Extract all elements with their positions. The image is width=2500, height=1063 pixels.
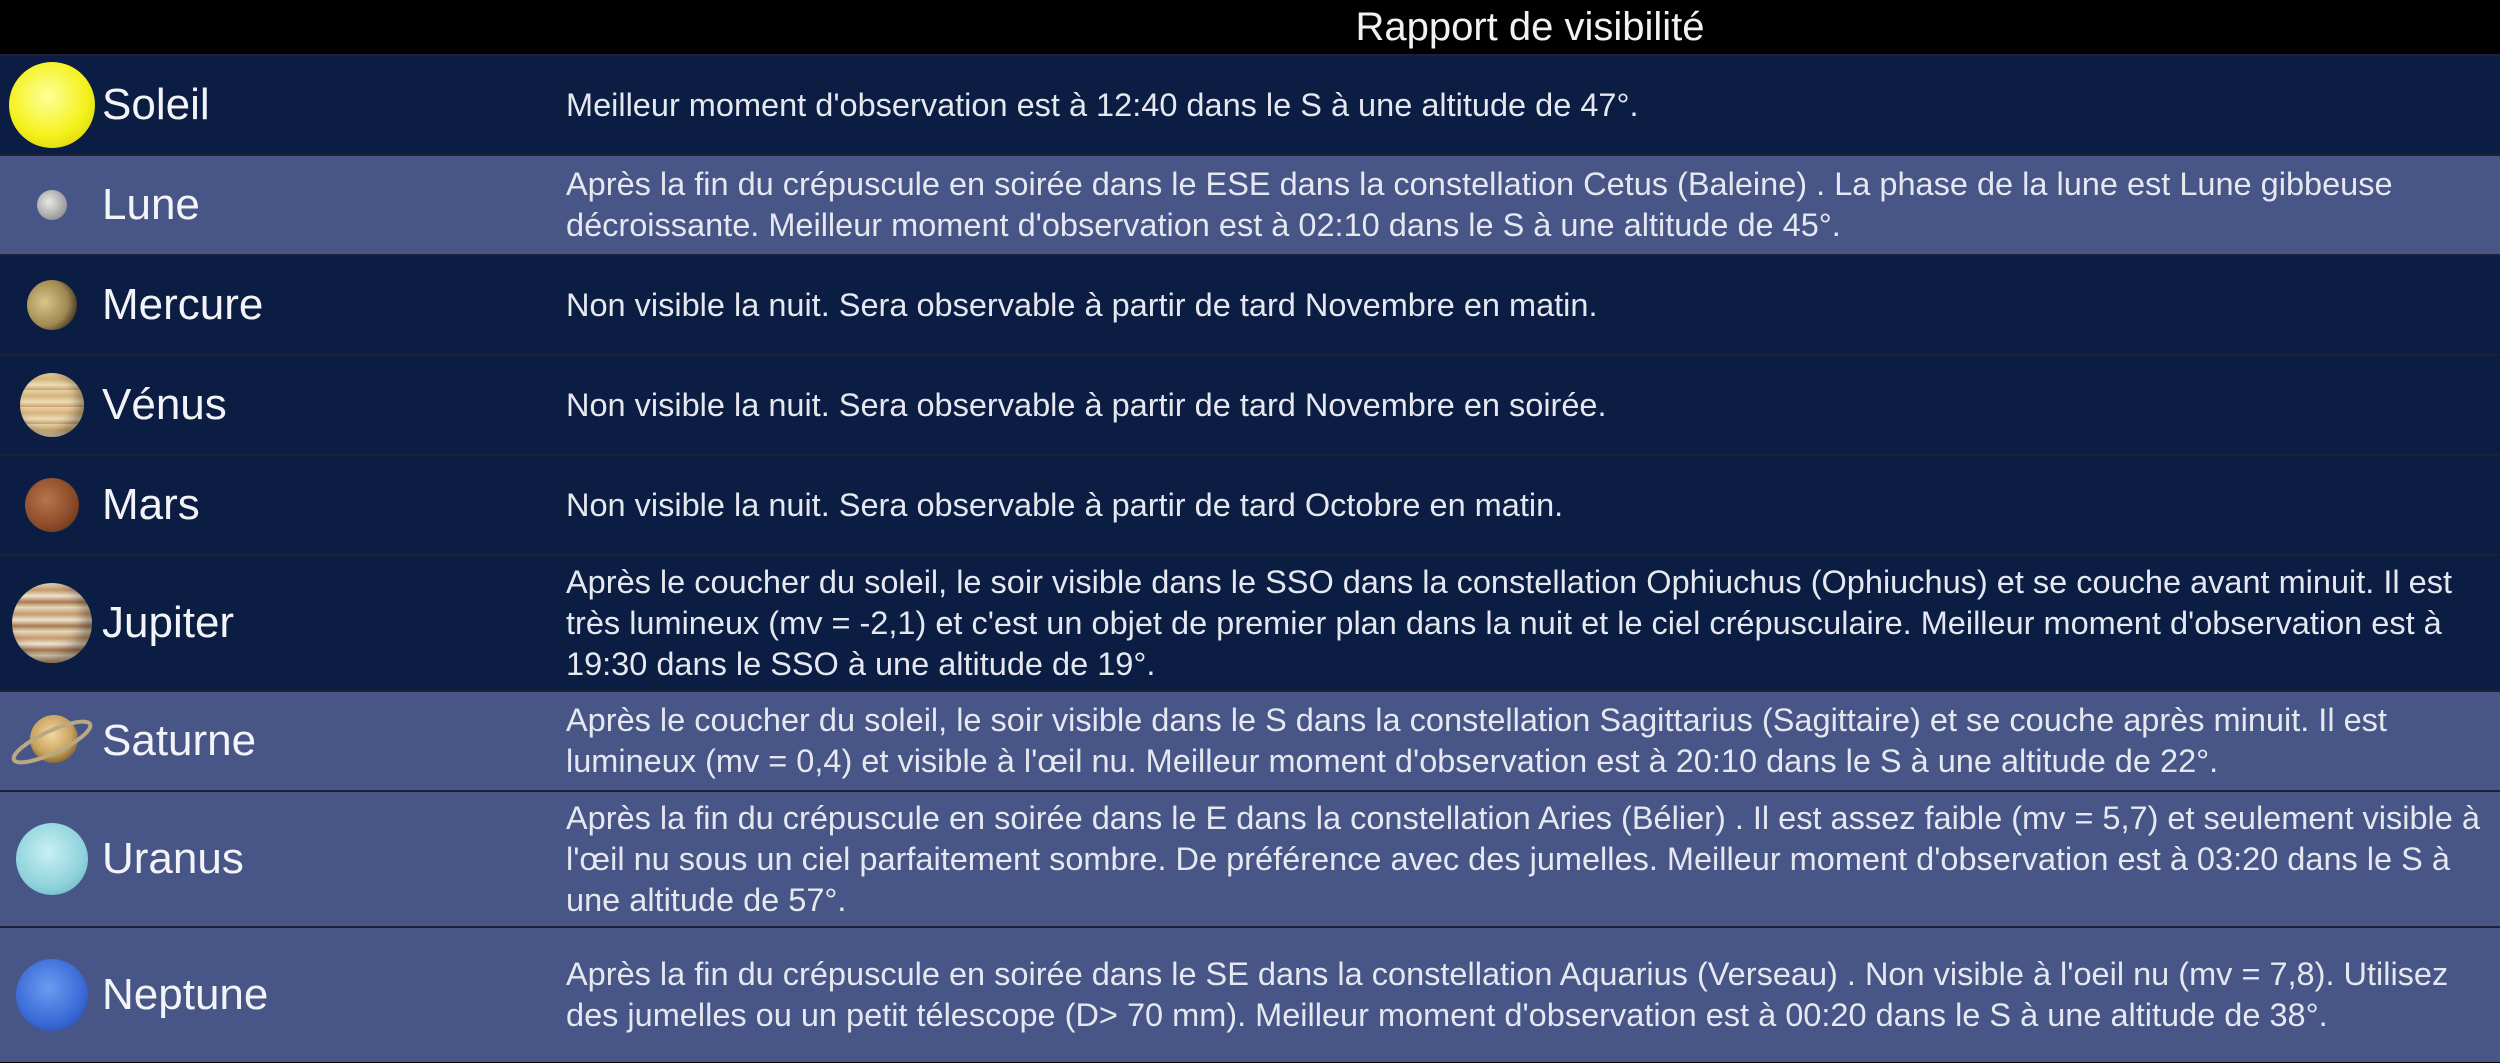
table-row-jupiter[interactable] bbox=[0, 554, 2500, 690]
table-row-soleil[interactable] bbox=[0, 54, 2500, 154]
object-name: Mercure bbox=[102, 280, 264, 329]
object-description: Après la fin du crépuscule en soirée dans le ESE dans la constellation Cetus (Baleine) . La phase de la lune est Lune gibbeuse décroissante. Meilleur moment d'observation est à 02:10 dans le S à une altitude de 45°. bbox=[566, 166, 2393, 243]
table-row-venus[interactable] bbox=[0, 354, 2500, 454]
object-description: Après le coucher du soleil, le soir visible dans le SSO dans la constellation Ophiuchus (Ophiuchus) et se couche avant minuit. Il est très lumineux (mv = -2,1) et c'est un objet de premier plan dans la nuit et le ciel crépusculaire. Meilleur moment d'observation est à 19:30 dans le SSO à une altitude de 19°. bbox=[566, 563, 2452, 682]
mercury-icon bbox=[8, 261, 96, 349]
object-description: Après la fin du crépuscule en soirée dans le E dans la constellation Aries (Bélier) . Il est assez faible (mv = 5,7) et seulement visible à l'œil nu sous un ciel parfaitement sombre. De préférence avec des jumelles. Meilleur moment d'observation est à 03:20 dans le S à une altitude de 57°. bbox=[566, 799, 2480, 918]
object-description: Après la fin du crépuscule en soirée dans le SE dans la constellation Aquarius (Verseau) . Non visible à l'oeil nu (mv = 7,8). Utilisez des jumelles ou un petit télescope (D> 70 mm). Meilleur moment d'observation est à 00:20 dans le S à une altitude de 38°. bbox=[566, 956, 2449, 1033]
mars-icon bbox=[8, 461, 96, 549]
table-row-lune[interactable] bbox=[0, 154, 2500, 254]
object-description: Non visible la nuit. Sera observable à partir de tard Novembre en matin. bbox=[566, 286, 1598, 323]
object-name: Uranus bbox=[102, 834, 244, 883]
object-name: Saturne bbox=[102, 716, 257, 765]
object-description: Meilleur moment d'observation est à 12:40 dans le S à une altitude de 47°. bbox=[566, 86, 1639, 123]
object-description: Non visible la nuit. Sera observable à partir de tard Novembre en soirée. bbox=[566, 386, 1607, 423]
table-row-neptune[interactable] bbox=[0, 926, 2500, 1062]
object-description: Non visible la nuit. Sera observable à partir de tard Octobre en matin. bbox=[566, 486, 1564, 523]
table-row-uranus[interactable] bbox=[0, 790, 2500, 926]
page-title: Rapport de visibilité bbox=[1355, 5, 1705, 49]
venus-icon bbox=[8, 361, 96, 449]
uranus-icon bbox=[8, 815, 96, 903]
table-row-mars[interactable] bbox=[0, 454, 2500, 554]
jupiter-icon bbox=[8, 579, 96, 667]
object-name: Neptune bbox=[102, 970, 269, 1019]
object-name: Jupiter bbox=[102, 598, 235, 647]
object-name: Soleil bbox=[102, 80, 210, 129]
object-description: Après le coucher du soleil, le soir visible dans le S dans la constellation Sagittarius (Sagittaire) et se couche après minuit. Il est lumineux (mv = 0,4) et visible à l'œil nu. Meilleur moment d'observation est à 20:10 dans le S à une altitude de 22°. bbox=[566, 702, 2387, 779]
sun-icon bbox=[8, 61, 96, 149]
visibility-table bbox=[0, 54, 2500, 1062]
saturn-icon bbox=[8, 697, 96, 785]
object-name: Mars bbox=[102, 480, 200, 529]
table-row-saturne[interactable] bbox=[0, 690, 2500, 790]
object-name: Lune bbox=[102, 180, 200, 229]
neptune-icon bbox=[8, 951, 96, 1039]
object-name: Vénus bbox=[102, 380, 227, 429]
moon-icon bbox=[8, 161, 96, 249]
table-row-mercure[interactable] bbox=[0, 254, 2500, 354]
